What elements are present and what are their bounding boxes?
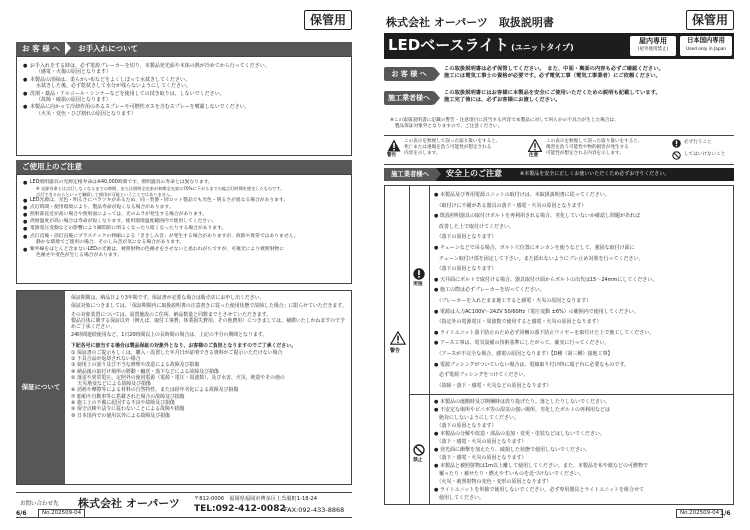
right-page xyxy=(384,10,734,520)
list-item: ● 本製品及び専用電源ユニットの取付けは、本取扱説明書に従ってください。 xyxy=(434,192,610,198)
must-do-icon xyxy=(413,268,425,280)
list-item: ⑧ 施工上の不備に起因する不良や故障及び損傷 xyxy=(71,399,175,406)
list-item: ● 紫外線をほとんど含まないLEDの光源は、被照射物の色褪せをさせないと思われがちですが、可視光により被照射物に 色褪せや変色が生じる場合があります。 xyxy=(23,247,347,259)
list-item: ● 点灯時間・使用環境により、製品寿命が短くなる場合があります。 xyxy=(23,205,347,211)
care-header-label: お 客 様 へ xyxy=(22,44,60,53)
must-do-icon xyxy=(672,139,681,148)
installer-text: この取扱説明書にはお客様に本製品を安全にご使用いただくための説明も記載しています。 施工完了後には、必ずお客様にお渡しください。 xyxy=(444,90,661,103)
warranty-box xyxy=(16,290,352,485)
warning-triangle-icon xyxy=(387,139,401,152)
list-item: ● 既設照明器具の取付けボルトを再利用される場合、劣化していないか確認し問題があれば xyxy=(434,213,640,220)
list-item: ● 本製品の運搬時及び開梱時は放り投げたり、落としたりしないでください。 xyxy=(434,399,610,405)
list-item: ⑤ 落雷や異常電圧、定照外の使用電源（電源・電圧・周波数）、及び水害、火災、地震やその他の xyxy=(71,374,285,381)
list-item: （取付けに不備がある器具の落下・感電・火災の原因となります） xyxy=(434,202,587,209)
storage-tag: 保管用 xyxy=(686,10,734,30)
prohibit-list xyxy=(434,398,730,502)
chevron-right-icon xyxy=(65,41,71,55)
legend-caution-text: この表示を無視して誤った取り扱いをすると、 傷害を負う可能性や物的損害が発生する 可能性が想定される内容を示します。 xyxy=(546,139,643,156)
list-item: ● LED光源は、光色・明るさにバラツキがあるため、同一型番・同ロット製品でも光色・明るさが異なる場合があります。 xyxy=(23,198,347,204)
product-bar xyxy=(384,33,734,59)
warranty-scope: 保証対象につきましては、「保証期間内に取扱説明書の注意書きに従った使用状態で故障した場合」に限らせていただきます。 xyxy=(71,303,347,310)
caution-triangle-icon xyxy=(528,139,542,152)
list-item: ② 不具合品が返却されない場合 xyxy=(71,356,141,363)
warning-label: 警告 xyxy=(390,348,401,354)
list-item: （故障・落下・感電・火災などの原因となります） xyxy=(434,382,552,389)
legend-warning-text: この表示を無視して誤った取り扱いをすると、 死亡または重傷を負う可能性が想定される 内容を示します。 xyxy=(404,139,501,156)
left-page xyxy=(16,10,352,520)
prohibit-icon xyxy=(413,444,425,456)
list-item: ④ 納品後の取付け場所の移動・輸送・落下などによる故障及び損傷 xyxy=(71,368,219,375)
list-item: ● 洗剤・薬品・アルコール・シンナーなどを使用しての拭き取りは、しないでください。 （故障・破損の原因となります） xyxy=(23,91,345,104)
list-item: 改善した上で取付けてください。 xyxy=(434,223,515,230)
list-item: ● 発光面に衝撃を加えたり、破損した状態で使用しないでください。 xyxy=(434,447,590,453)
safety-note: ※本製品を安全に正しくお使いいただくため必ずお守りください。 xyxy=(520,171,670,177)
list-item: ● 電源ブッシングがついていない場合は、電線取り付け時に端子台に必要なものです。 xyxy=(434,361,629,368)
list-item: ● 点灯直後・消灯直後にプラスチックの伸縮による「ききしみ音」が発生する場合がありますが、故障や異常ではありません。 静かな環境でご使用の場合、そのしみ音が気になる場合があります。 xyxy=(23,234,347,246)
list-item: ⑦ 船舶や自動車等に搭載された場合の故障及び損傷 xyxy=(71,393,185,400)
legend-must-text: 必ず行うこと xyxy=(684,140,712,145)
chevron-right-icon xyxy=(434,91,440,105)
list-item: （ブレーカーを入れたまま施工すると感電・火災の原因となります） xyxy=(434,297,592,304)
must-label: 実施 xyxy=(413,282,423,287)
list-item: ● 照射部直近が高い場合や照射面によっては、光のムラが発生する場合があります。 xyxy=(23,212,347,218)
contact-label: お問い合わせ先 xyxy=(20,501,59,507)
list-item: ● 天井面にボルトで取付ける場合、器具取付け面からボルトの出代は15〜24mmにしてください。 xyxy=(434,276,658,283)
legend-caution-label: 注意 xyxy=(529,153,539,158)
list-item: （落下の原因となります） xyxy=(434,266,497,273)
must-list xyxy=(434,190,730,391)
notes-list xyxy=(23,180,347,260)
chevron-right-icon xyxy=(434,67,440,81)
list-item: ⑨ 保守点検や法令に従わないことによる故障や損傷 xyxy=(71,406,185,413)
safety-header xyxy=(384,168,734,181)
list-item: ● 電源電圧変動などの影響により瞬間的に明るくなったり暗くなったりする場合があります。 xyxy=(23,226,347,232)
list-item: ● お手入れをする時は、必ず電源ブレーカーを切り、本製品発光面や本体の熱が冷めてから行ってください。 （感電・火傷の原因となります） xyxy=(23,63,345,76)
list-item: 使用してください。 xyxy=(434,495,485,501)
list-item: ● 周囲温度が高い場合は寿命が短くなります。使用環境温度範囲内で使用してください。 xyxy=(23,219,347,225)
product-name: LEDベースライト (ユニットタイプ) xyxy=(388,36,574,54)
list-item: チェーン取付け部を固定して下さい。また揺れないようにブレ止め対策を行ってください。 xyxy=(434,255,644,262)
list-item: ● チェーンなどで吊る場合、ボルト穴位置にオンカンを使うなどして、強固な取付け面に xyxy=(434,244,635,251)
list-item: ● 本製品と被照射物は1m以上離して使用してください。また、本製品を布や紙などの可燃物で xyxy=(434,463,649,469)
list-item: ● 本製品に向かって冷却作用のあるスプレーや可燃性ガスを含むスプレーを噴霧しないでください。 （火災・変色・ひび割れの原因となります） xyxy=(23,104,345,117)
contact-company: 株式会社 オーパーツ xyxy=(78,497,180,510)
customer-text: この取扱説明書は必ず保管してください。 また、中面・裏面の内容も必ずご確認ください。 施工には電気工事士の資格が必要です。必ず電気工事（電気工事業者）にご依頼ください。 xyxy=(444,66,664,79)
table-divider xyxy=(429,186,430,504)
warranty-label: 保証について xyxy=(17,291,65,484)
safety-installer-label: 施工業者様へ xyxy=(384,168,436,181)
safety-table xyxy=(384,185,734,505)
list-item: 絶対にしないようにしてください。 xyxy=(434,415,520,421)
legend-row xyxy=(384,135,734,165)
list-item: ● ライトユニット落下防止のため必ず同梱の落下防止ワイヤーを取付けた上で施工してください。 xyxy=(434,329,655,336)
warranty-period: 保証期間は、納品日より3年間です。保証書が必要な場合は販売店にお申し出ください。 xyxy=(71,295,265,301)
customer-label: お 客 様 へ xyxy=(384,67,434,81)
list-item: （アースが不完全な場合、感電の原因となります）【D種（第三種）接地工事】 xyxy=(434,350,613,357)
care-header-title: お手入れについて xyxy=(78,44,138,53)
care-list xyxy=(23,63,345,118)
notes-header: ご使用上のご注意 xyxy=(16,160,352,174)
warranty-exclusion-list xyxy=(71,350,347,419)
chevron-right-icon xyxy=(436,168,441,180)
list-item: ● 本製品の分解や改造・部品の追加・変更・塗装などはしないでください。 xyxy=(434,431,605,437)
japan-only-badge: 日本国内専用 Used only in Japan xyxy=(680,36,732,56)
contact-address: 〒812-0006 福岡県福岡市博多区上呉服町1-18-24 xyxy=(194,496,318,502)
prohibit-label: 禁止 xyxy=(413,458,423,463)
list-item: ⑩ 日本国内での使用以外による故障及び損傷 xyxy=(71,412,170,419)
list-item: ● 電源は入力AC100V〜242V 50/60Hz（電圧変動 ±6%）の範囲内で使用してください。 xyxy=(434,308,639,315)
list-item: 天災地変などによる故障及び損傷 xyxy=(71,381,151,388)
list-item: （火災・被照射物の変色・変形の原因となります） xyxy=(434,479,552,485)
warning-triangle-icon xyxy=(390,331,406,345)
indoor-only-badge: 屋内専用 (屋外使用禁止) xyxy=(630,36,676,56)
installer-label: 施工業者様へ xyxy=(384,91,434,105)
legend-intro: ※この取扱説明書に記載の警告・注意項目に該当する内容で本製品に対して何らかの不具合が生じた場合は、 製品保証対象外となりますので、ご注意ください。 xyxy=(390,118,619,130)
contact-tel: TEL:092-412-0082 xyxy=(194,504,286,514)
list-item: ● LED照明器具の光源定格寿命は※40,000時間です。照明器具の寿命とは異なります。 ※ 光源寿命とは点灯しなくなるまでの時間、または照明全光束が初期全光束の70%に下がるまでの総点灯時間を推定したものです。 点灯できるからといって継続して使用が可能ということではありません。 xyxy=(23,180,347,197)
list-item: ● アース工事は、電気設備の技術基準にしたがって、確実に行ってください。 xyxy=(434,340,610,347)
warranty-coverage: その対象装置については、設置施設のご住所、納品数量と同数までとさせていただきます。 製品自体に関する保証以外（例えば、取付工事費、休業損失費用、その他費用）につきましては、補償いたしかねますので予めご了承ください。 xyxy=(71,311,345,331)
list-item: 覆ったり・被せたり・燃えやすいものを近づけないでください。 xyxy=(434,471,585,477)
list-item: （落下の原因となります） xyxy=(434,234,497,241)
list-item: ● 本製品の清掃は、柔らかい布などをよくしぼって水拭きしてください。 水拭きした後、必ず乾拭きして水分が残らないようにしてください。 xyxy=(23,77,345,90)
care-box xyxy=(16,56,352,156)
list-item: ● 不安定な場所やビニボ等の湿気の強い場所、劣化したボルトの再利用などは xyxy=(434,407,610,413)
document-title: 株式会社 オーパーツ 取扱説明書 xyxy=(386,16,554,29)
list-item: ① 保証書のご提示もしくは、購入・設置した年月日が証明できる資料がご提示いただけない場合 xyxy=(71,349,283,356)
footer-doc-number: No.202509-04 xyxy=(676,509,723,518)
warranty-long-use: 24時間連続使用など、1日20時間以上の長時間の場合は、上記の半分の期間となります。 xyxy=(71,332,268,339)
contact-fax: FAX:092-433-8868 xyxy=(284,506,345,514)
prohibit-icon xyxy=(672,151,681,160)
notes-box xyxy=(16,174,352,284)
list-item: （落下・感電・火災の原因となります） xyxy=(434,439,527,445)
list-item: ● 施工の際は必ずブレーカーを切ってください。 xyxy=(434,287,545,294)
list-item: （指定外の電源電圧・周波数で使用すると感電・火災の原因となります） xyxy=(434,319,602,326)
footer-page-number: 1/6 xyxy=(720,510,731,517)
legend-warning-label: 警告 xyxy=(387,153,397,158)
legend-prohibit-text: してはいけないこと xyxy=(684,152,726,157)
list-item: ● ライトユニットを単独で使用しないでください。必ず専用器具とライトユニットを組合せて xyxy=(434,487,644,493)
table-divider xyxy=(409,186,410,504)
list-item: （落下の原因となります） xyxy=(434,423,497,429)
list-item: ③ 使用上の誤り及び不当な修理や改造による故障及び損傷 xyxy=(71,362,200,369)
warranty-exclusion-lead: 下記各号に該当する場合は製品保証の対象外となり、お客様のご負担となりますのでご了承ください。 xyxy=(71,342,296,349)
care-header xyxy=(16,42,352,56)
list-item: 必ず電源ブッシングをつけてください。 xyxy=(434,372,529,379)
safety-title: 安全上のご注意 xyxy=(446,169,502,178)
list-item: ⑥ 消耗や摩擦等による材料の自然特性、または経年劣化による故障及び損傷 xyxy=(71,387,239,394)
warranty-content xyxy=(71,295,347,419)
footer-doc-number: No.202509-04 xyxy=(38,509,85,518)
storage-tag: 保管用 xyxy=(304,10,352,30)
list-item: （落下・感電・火災の原因となります） xyxy=(434,455,527,461)
footer-page-number: 6/6 xyxy=(16,510,27,517)
table-divider xyxy=(409,394,733,395)
